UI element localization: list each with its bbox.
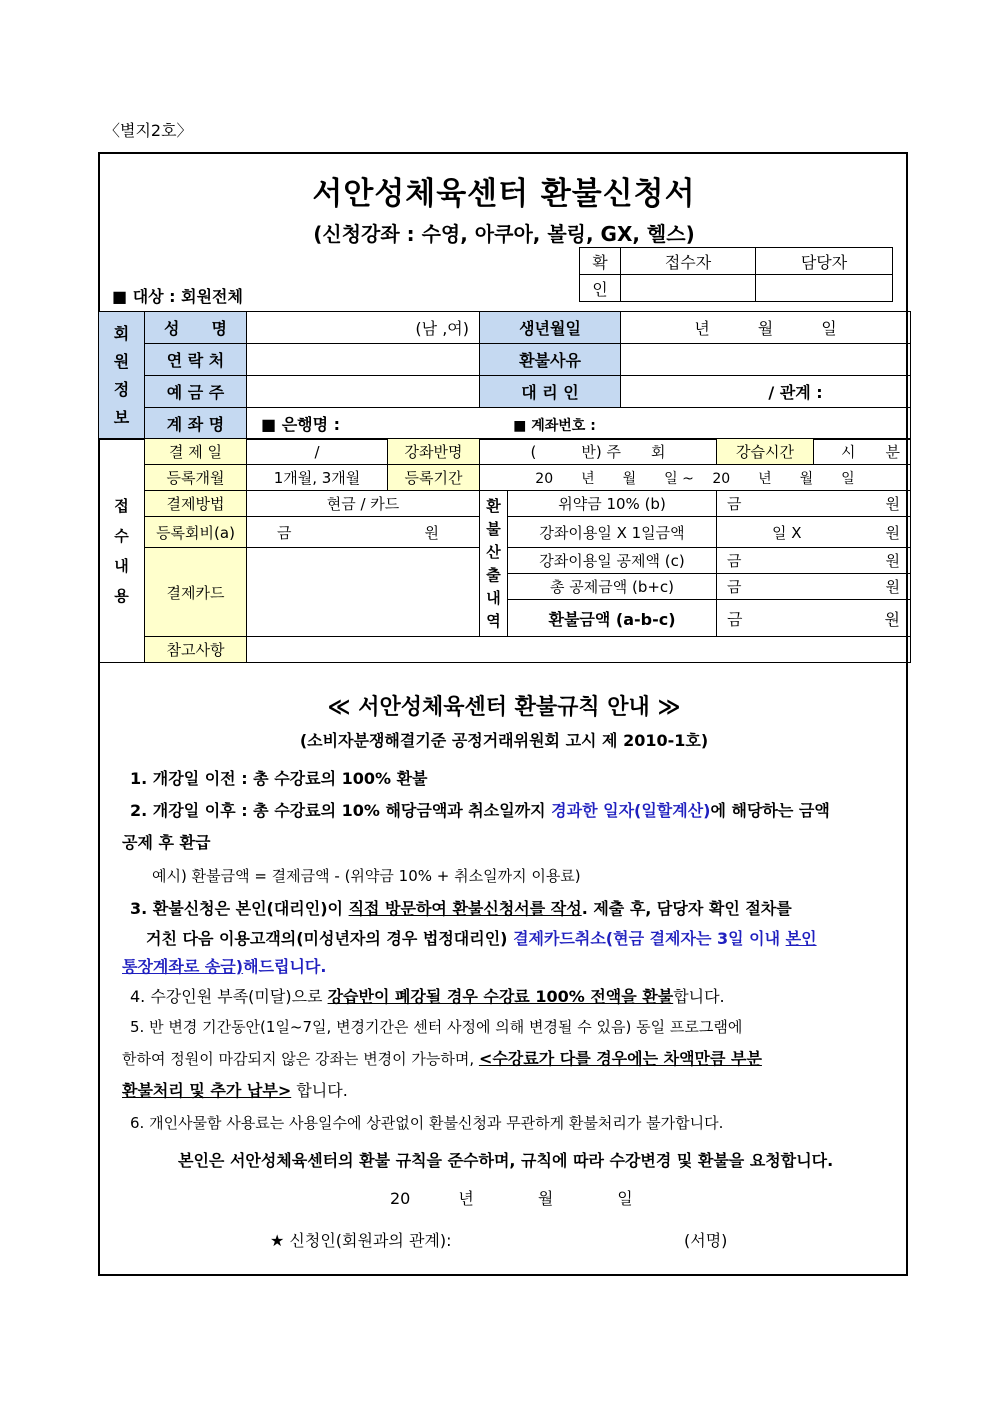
depositor-field[interactable] [247, 376, 480, 408]
rule-1: 1. 개강일 이전 : 총 수강료의 100% 환불 [130, 769, 428, 788]
form-subtitle: (신청강좌 : 수영, 아쿠아, 볼링, GX, 헬스) [313, 222, 695, 246]
card-field[interactable] [247, 548, 480, 637]
receipt-section-label: 접 수 내 용 [99, 439, 145, 663]
memo-field[interactable] [247, 637, 911, 663]
target-label: ■ 대상 : 회원전체 [112, 287, 243, 306]
time-field[interactable]: 시 분 [814, 439, 911, 465]
class-label: 강좌반명 [388, 439, 480, 465]
deduct-field[interactable]: 금 원 [717, 548, 911, 574]
reason-field[interactable] [621, 344, 911, 376]
signer-label: ★ 신청인(회원과의 관계): [270, 1231, 452, 1250]
manager-header: 담당자 [756, 248, 893, 275]
pledge-text: 본인은 서안성체육센터의 환불 규칙을 준수하며, 규칙에 따라 수강변경 및 환불을 요청합니다. [178, 1151, 834, 1170]
member-info-table [98, 311, 911, 440]
name-label: 성 명 [145, 312, 247, 344]
deduct-label: 강좌이용일 공제액 (c) [508, 548, 717, 574]
name-field[interactable] [247, 312, 480, 344]
account-label: 계 좌 명 [145, 408, 247, 440]
rule-5-cont2: 환불처리 및 추가 납부> 합니다. [122, 1081, 348, 1100]
rule-6: 6. 개인사물함 사용료는 사용일수에 상관없이 환불신청과 무관하게 환불처리가 불가합니다. [130, 1114, 724, 1132]
agent-label: 대 리 인 [480, 376, 621, 408]
manager-sign-field[interactable] [756, 275, 893, 302]
date-line[interactable]: 20 년 월 일 [390, 1189, 633, 1208]
receipt-table [98, 438, 911, 663]
fee-field[interactable]: 금 원 [247, 517, 480, 548]
refund-section-label: 환 불 산 출 내 역 [480, 491, 508, 637]
contact-label: 연 락 처 [145, 344, 247, 376]
method-field[interactable]: 현금 / 카드 [247, 491, 480, 517]
period-label: 등록기간 [388, 465, 480, 491]
birth-label: 생년월일 [480, 312, 621, 344]
rule-2-cont: 공제 후 환급 [122, 833, 211, 852]
signature-field[interactable]: (서명) [684, 1231, 728, 1250]
pay-date-label: 결 제 일 [145, 439, 247, 465]
total-deduct-label: 총 공제금액 (b+c) [508, 574, 717, 600]
reason-label: 환불사유 [480, 344, 621, 376]
memo-label: 참고사항 [145, 637, 247, 663]
penalty-label: 위약금 10% (b) [508, 491, 717, 517]
birth-field[interactable]: 년 월 일 [621, 312, 911, 344]
months-field[interactable]: 1개월, 3개월 [247, 465, 388, 491]
total-deduct-field[interactable]: 금 원 [717, 574, 911, 600]
rules-subtitle: (소비자분쟁해결기준 공정거래위원회 고시 제 2010-1호) [299, 731, 709, 750]
rule-example: 예시) 환불금액 = 결제금액 - (위약금 10% + 취소일까지 이용료) [152, 867, 581, 885]
pay-date-field[interactable]: / [247, 439, 388, 465]
agent-field[interactable]: / 관계 : [621, 376, 911, 408]
rule-4: 4. 수강인원 부족(미달)으로 강습반이 폐강될 경우 수강료 100% 전액을 환불합니다. [130, 987, 725, 1006]
refund-amount-label: 환불금액 (a-b-c) [508, 600, 717, 637]
confirm-label-2: 인 [580, 275, 621, 302]
fee-label: 등록회비(a) [145, 517, 247, 548]
form-number-label: 〈별지2호〉 [104, 121, 193, 140]
rule-3-cont: 거친 다음 이용고객의(미성년자의 경우 법정대리인) 결제카드취소(현금 결제자는 3일 이내 본인 [146, 929, 817, 948]
months-label: 등록개월 [145, 465, 247, 491]
depositor-label: 예 금 주 [145, 376, 247, 408]
period-field[interactable]: 20 년 월 일 ~ 20 년 월 일 [480, 465, 911, 491]
class-field[interactable]: ( 반) 주 회 [480, 439, 717, 465]
receiver-sign-field[interactable] [621, 275, 756, 302]
contact-field[interactable] [247, 344, 480, 376]
rules-title: ≪ 서안성체육센터 환불규칙 안내 ≫ [327, 695, 681, 720]
rule-3: 3. 환불신청은 본인(대리인)이 직접 방문하여 환불신청서를 작성. 제출 후, 담당자 확인 절차를 [130, 899, 792, 918]
usage-field[interactable]: 일 X 원 [717, 517, 911, 548]
rule-2: 2. 개강일 이후 : 총 수강료의 10% 해당금액과 취소일까지 경과한 일자(일할계산)에 해당하는 금액 [130, 801, 830, 820]
time-label: 강습시간 [717, 439, 814, 465]
member-section-label: 회 원 정 보 [99, 312, 145, 440]
bank-label: ■ 은행명 : [261, 415, 341, 434]
card-label: 결제카드 [145, 548, 247, 637]
method-label: 결제방법 [145, 491, 247, 517]
confirm-box [579, 247, 893, 302]
rule-3-cont2: 통장계좌로 송금)해드립니다. [122, 957, 327, 976]
receiver-header: 접수자 [621, 248, 756, 275]
gender-choice[interactable]: (남 ,여) [415, 319, 469, 338]
rule-5-cont: 한하여 정원이 마감되지 않은 강좌는 변경이 가능하며, <수강료가 다를 경우에는 차액만큼 부분 [122, 1049, 762, 1068]
penalty-field[interactable]: 금 원 [717, 491, 911, 517]
refund-amount-field[interactable]: 금 원 [717, 600, 911, 637]
rule-5: 5. 반 변경 기간동안(1일~7일, 변경기간은 센터 사정에 의해 변경될 수 있음) 동일 프로그램에 [130, 1018, 743, 1036]
account-field[interactable] [247, 408, 911, 440]
form-title: 서안성체육센터 환불신청서 [312, 176, 696, 212]
usage-label: 강좌이용일 X 1일금액 [508, 517, 717, 548]
confirm-label-1: 확 [580, 248, 621, 275]
account-no-label: ■ 계좌번호 : [513, 418, 596, 434]
